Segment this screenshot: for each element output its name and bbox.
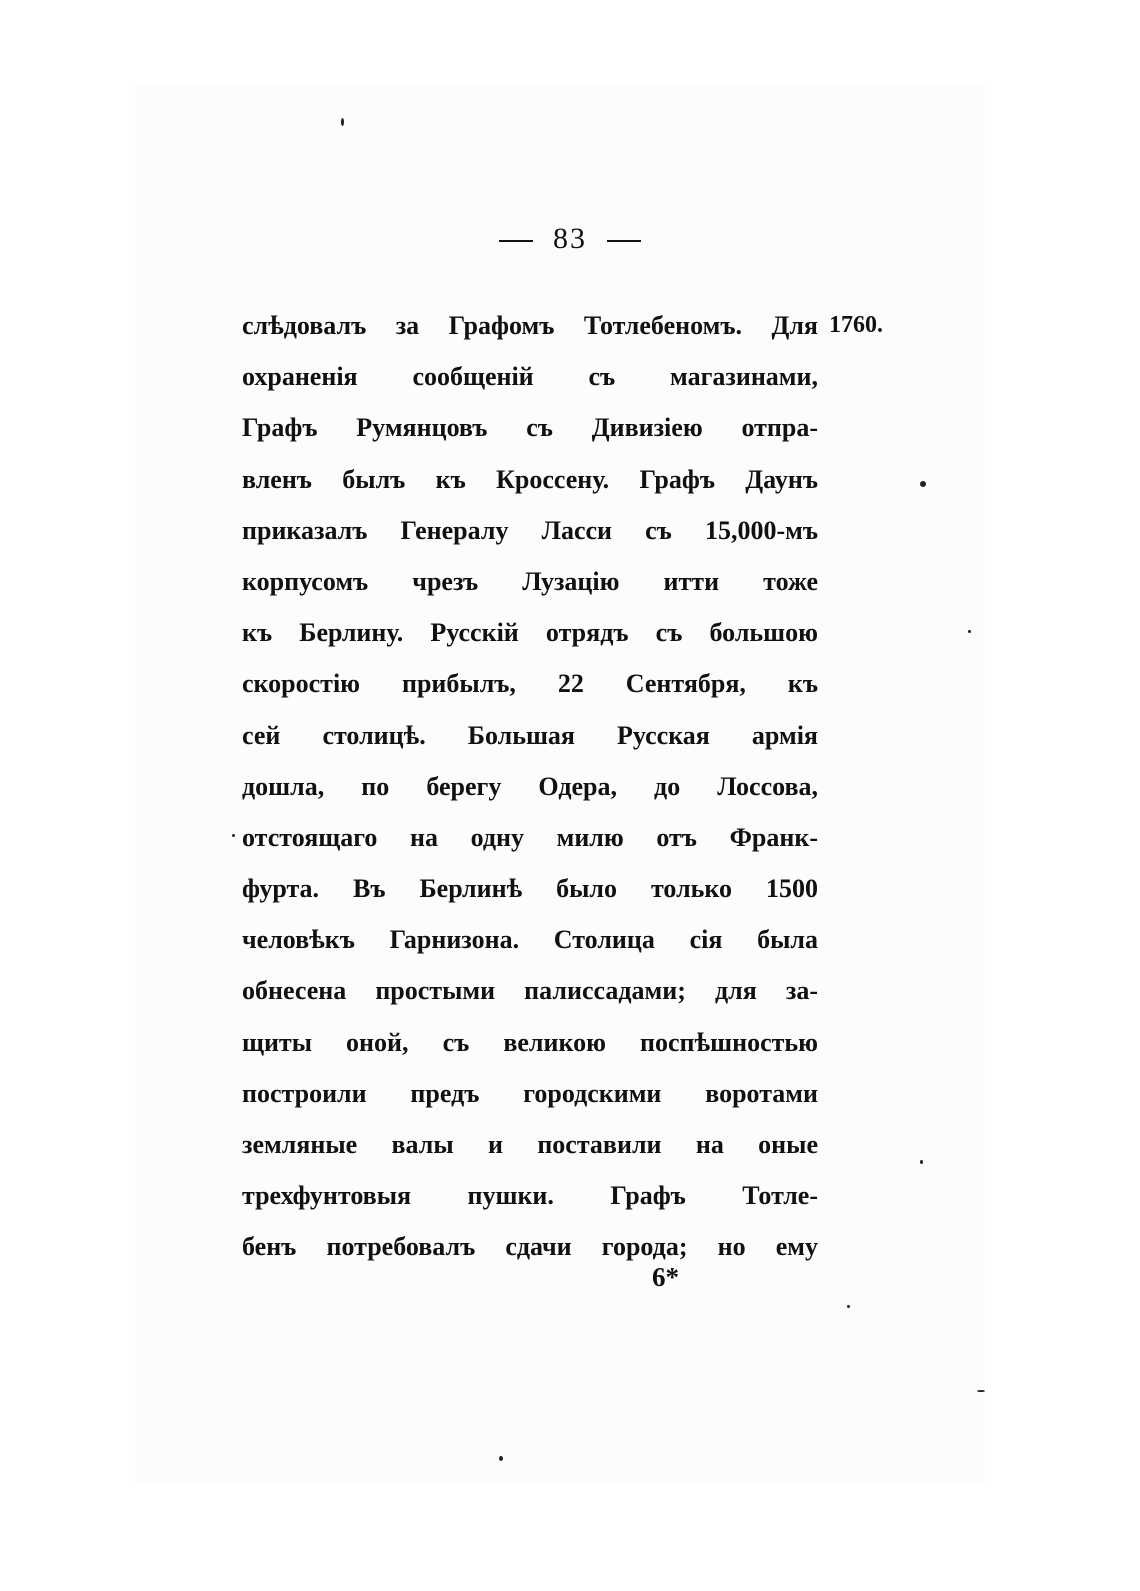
- text-line: Графъ Румянцовъ съ Дивизіею отпра-: [242, 413, 818, 443]
- page-number: 83: [553, 222, 587, 255]
- body-text: [242, 300, 818, 1273]
- margin-year: 1760.: [829, 312, 883, 338]
- scan-speck: [499, 1456, 503, 1461]
- text-line: человѣкъ Гарнизона. Столица сія была: [242, 925, 818, 955]
- scan-speck: [920, 1160, 923, 1164]
- text-line: сей столицѣ. Большая Русская армія: [242, 720, 818, 750]
- header-dash-left: [499, 240, 533, 242]
- text-line: отстоящаго на одну милю отъ Франк-: [242, 822, 818, 852]
- scan-speck: [920, 481, 926, 487]
- text-line: приказалъ Генералу Ласси съ 15,000-мъ: [242, 515, 818, 545]
- text-line: скоростію прибылъ, 22 Сентября, къ: [242, 669, 818, 699]
- header-dash-right: [607, 240, 641, 242]
- text-line: корпусомъ чрезъ Лузацію итти тоже: [242, 566, 818, 596]
- scan-speck: [847, 1305, 850, 1308]
- scan-speck: [341, 118, 344, 126]
- signature-mark: 6*: [652, 1262, 679, 1292]
- scan-speck: [977, 1390, 985, 1392]
- text-line: вленъ былъ къ Кроссену. Графъ Даунъ: [242, 464, 818, 494]
- page-header: [0, 222, 1140, 256]
- text-line: бенъ потребовалъ сдачи города; но ему: [242, 1232, 818, 1262]
- text-line: построили предъ городскими воротами: [242, 1078, 818, 1108]
- text-line: къ Берлину. Русскій отрядъ съ большою: [242, 618, 818, 648]
- text-line: трехфунтовыя пушки. Графъ Тотле-: [242, 1181, 818, 1211]
- text-line: щиты оной, съ великою поспѣшностью: [242, 1027, 818, 1057]
- scan-speck: [968, 630, 971, 633]
- text-line: дошла, по берегу Одера, до Лоссова,: [242, 771, 818, 801]
- text-line: слѣдовалъ за Графомъ Тотлебеномъ. Для: [242, 311, 818, 340]
- text-line: фурта. Въ Берлинѣ было только 1500: [242, 874, 818, 904]
- scan-speck: [232, 834, 235, 837]
- text-line: земляные валы и поставили на оные: [242, 1130, 818, 1159]
- text-line: обнесена простыми палиссадами; для за-: [242, 976, 818, 1006]
- text-line: охраненія сообщеній съ магазинами,: [242, 362, 818, 392]
